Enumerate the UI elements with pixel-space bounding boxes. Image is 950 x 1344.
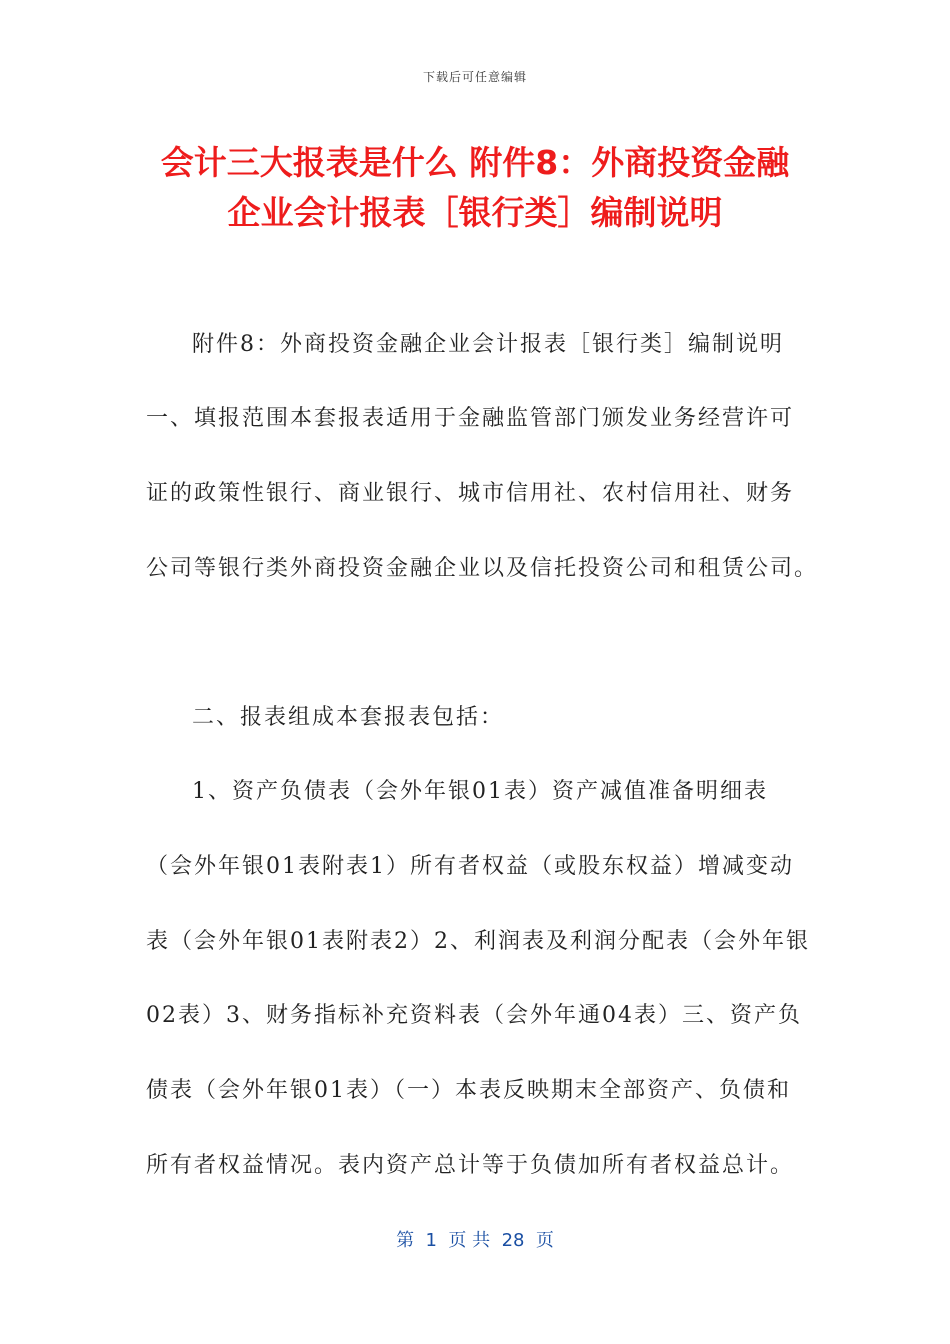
paragraph-line: 公司等银行类外商投资金融企业以及信托投资公司和租赁公司。 — [146, 556, 819, 581]
paragraph-line: 债表（会外年银01表）（一）本表反映期末全部资产、负债和 — [146, 1078, 791, 1103]
paragraph-line: 二、报表组成本套报表包括： — [192, 705, 505, 730]
document-title — [120, 138, 830, 238]
paragraph-line: 表（会外年银01表附表2）2、利润表及利润分配表（会外年银 — [146, 929, 810, 954]
page-number-footer: 第 1 页 共 28 页 — [396, 1230, 554, 1251]
paragraph-line: 证的政策性银行、商业银行、城市信用社、农村信用社、财务 — [146, 481, 795, 506]
document-title-line-1: 会计三大报表是什么 附件8：外商投资金融 — [160, 143, 790, 182]
paragraph-line: 1、资产负债表（会外年银01表）资产减值准备明细表 — [192, 779, 768, 804]
header-note: 下载后可任意编辑 — [422, 70, 527, 84]
paragraph-line: 所有者权益情况。表内资产总计等于负债加所有者权益总计。 — [146, 1153, 795, 1178]
document-title-line-2: 企业会计报表［银行类］编制说明 — [227, 193, 723, 232]
paragraph-line: 附件8：外商投资金融企业会计报表［银行类］编制说明 — [192, 332, 784, 357]
paragraph-line: 一、填报范围本套报表适用于金融监管部门颁发业务经营许可 — [146, 406, 795, 431]
paragraph-line: 02表）3、财务指标补充资料表（会外年通04表）三、资产负 — [146, 1003, 802, 1028]
paragraph-line: （会外年银01表附表1）所有者权益（或股东权益）增减变动 — [146, 854, 794, 879]
